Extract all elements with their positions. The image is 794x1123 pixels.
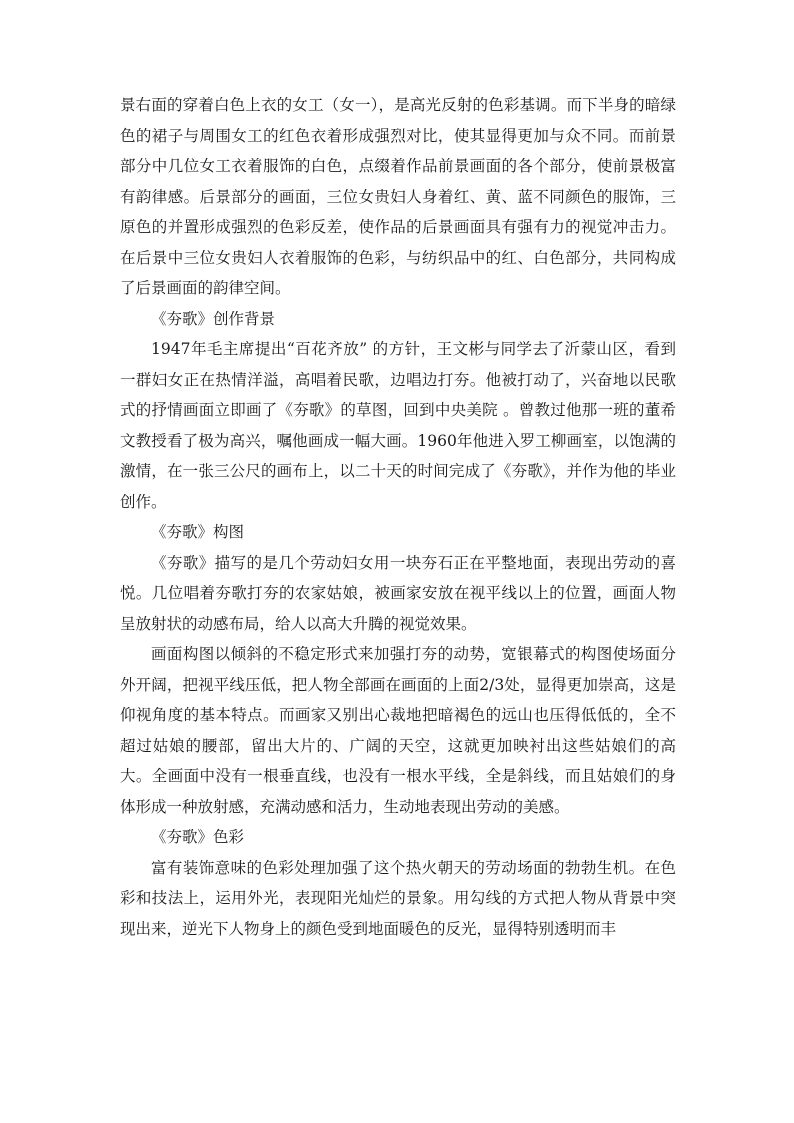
- paragraph-continued: 景右面的穿着白色上衣的女工（女一），是高光反射的色彩基调。而下半身的暗绿色的裙子与周围女工的红色衣着形成强烈对比，使其显得更加与众不同。而前景部分中几位女工衣着服饰的白色，点缀着作品前景画面的各个部分，使前景极富有韵律感。后景部分的画面，三位女贵妇人身着红、黄、蓝不同颜色的服饰，三原色的并置形成强烈的色彩反差，使作品的后景画面具有强有力的视觉冲击力。在后景中三位女贵妇人衣着服饰的色彩，与纺织品中的红、白色部分，共同构成了后景画面的韵律空间。: [120, 96, 676, 297]
- document-body: [120, 90, 676, 944]
- paragraph-color: 富有装饰意味的色彩处理加强了这个热火朝天的劳动场面的勃勃生机。在色彩和技法上，运用外光，表现阳光灿烂的景象。用勾线的方式把人物从背景中突现出来，逆光下人物身上的颜色受到地面暖色的反光，显得特别透明而丰: [120, 858, 676, 938]
- section-heading-background: 《夯歌》创作背景: [151, 309, 276, 328]
- paragraph-composition-2: 画面构图以倾斜的不稳定形式来加强打夯的动势，宽银幕式的构图使场面分外开阔，把视平线压低，把人物全部画在画面的上面2/3处，显得更加崇高，这是仰视角度的基本特点。而画家又别出心裁地把暗褐色的远山也压得低低的，全不超过姑娘的腰部，留出大片的、广阔的天空，这就更加映衬出这些姑娘们的高大。全画面中没有一根垂直线，也没有一根水平线，全是斜线，而且姑娘们的身体形成一种放射感，充满动感和活力，生动地表现出劳动的美感。: [120, 645, 676, 816]
- paragraph-background: 1947年毛主席提出“百花齐放” 的方针，王文彬与同学去了沂蒙山区，看到一群妇女正在热情洋溢，高唱着民歌，边唱边打夯。他被打动了，兴奋地以民歌式的抒情画面立即画了《夯歌》的草图，回到中央美院 。曾教过他那一班的董希文教授看了极为高兴，嘱他画成一幅大画。1960年他进入罗工柳画室，以饱满的激情，在一张三公尺的画布上，以二十天的时间完成了《夯歌》，并作为他的毕业创作。: [120, 340, 676, 511]
- paragraph-composition-1: 《夯歌》描写的是几个劳动妇女用一块夯石正在平整地面，表现出劳动的喜悦。几位唱着夯歌打夯的农家姑娘，被画家安放在视平线以上的位置，画面人物呈放射状的动感布局，给人以高大升腾的视觉效果。: [120, 553, 676, 633]
- section-heading-color: 《夯歌》色彩: [151, 828, 245, 846]
- section-heading-composition: 《夯歌》构图: [151, 523, 245, 541]
